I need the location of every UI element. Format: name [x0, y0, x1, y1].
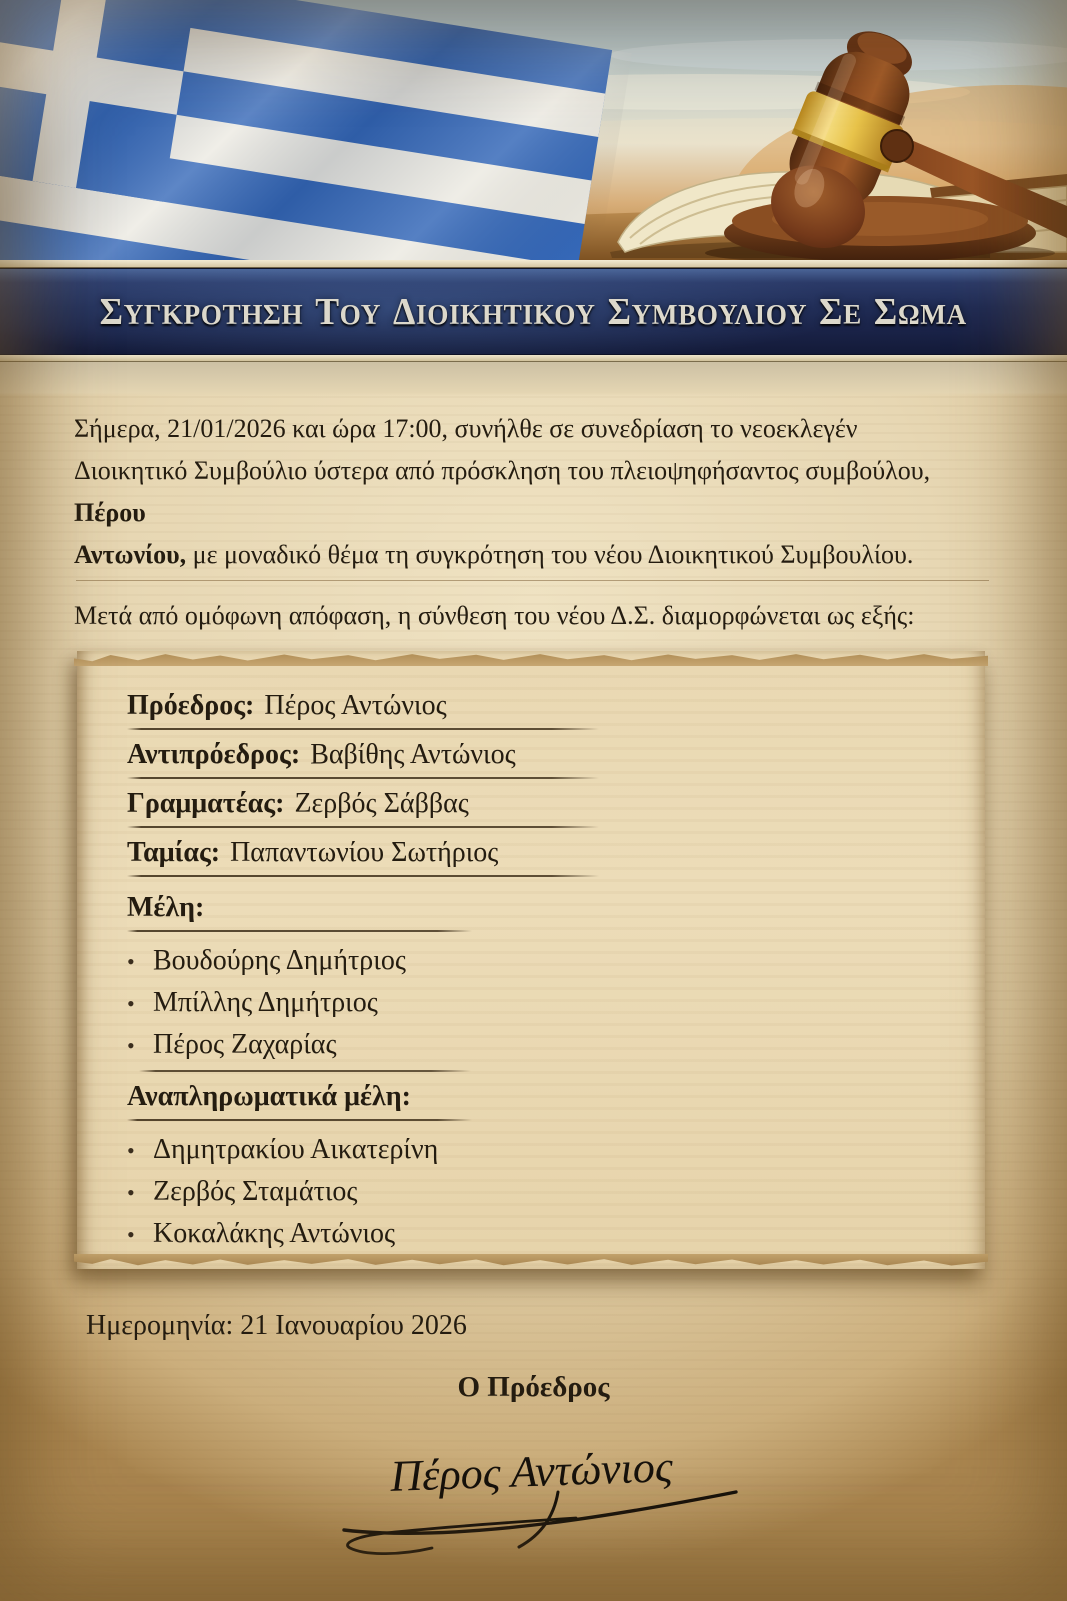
greek-flag-icon [0, 0, 632, 260]
role-name: Ζερβός Σάββας [294, 788, 469, 819]
member-name: Κοκαλάκης Αντώνιος [153, 1218, 396, 1249]
role-label: Ταμίας: [127, 837, 221, 868]
panel-torn-edge-bottom [74, 1254, 988, 1271]
panel-torn-edge-top [74, 649, 988, 666]
alternates-list [127, 1129, 951, 1255]
member-name: Βουδούρης Δημήτριος [153, 945, 406, 976]
members-list [127, 940, 951, 1066]
intro-paragraph [74, 408, 993, 576]
page-title: ΣΥΓΚΡΟΤΗΣΗ ΤΟΥ ΔΙΟΙΚΗΤΙΚΟΥ ΣΥΜΒΟΥΛΙΟΥ ΣΕ ΣΩΜΑ [99, 290, 968, 333]
underline [127, 1119, 472, 1121]
underline [127, 930, 472, 932]
role-row-treasurer [127, 836, 951, 870]
member-name: Πέρος Ζαχαρίας [153, 1029, 337, 1060]
signature [314, 1434, 754, 1556]
highlight-name: Αντωνίου, [74, 540, 187, 569]
separator-rule [76, 580, 989, 581]
underline [127, 777, 599, 779]
signer-title: Ο Πρόεδρος [457, 1371, 610, 1403]
list-item [127, 1213, 951, 1255]
section-divider [139, 1070, 471, 1072]
board-panel [77, 651, 985, 1269]
role-row-president [127, 689, 951, 723]
bullet-icon: • [127, 991, 135, 1016]
intro-line-2: Διοικητικό Συμβούλιο ύστερα από πρόσκληση του πλειοψηφήσαντος συμβούλου, Πέρου [74, 456, 931, 527]
banner-fade [0, 362, 1067, 396]
underline [127, 826, 599, 828]
list-item [127, 1024, 951, 1066]
banner-bottom-trim [0, 355, 1067, 362]
bullet-icon: • [127, 1033, 135, 1058]
intro-line-3: Αντωνίου, με μοναδικό θέμα τη συγκρότηση του νέου Διοικητικού Συμβουλίου. [74, 540, 914, 569]
list-item [127, 940, 951, 982]
intro-line-1: Σήμερα, 21/01/2026 και ώρα 17:00, συνήλθε σε συνεδρίαση το νεοεκλεγέν [74, 414, 858, 443]
underline [127, 728, 599, 730]
banner-top-trim [0, 260, 1067, 268]
signature-block [74, 1434, 993, 1561]
member-name: Δημητρακίου Αικατερίνη [153, 1134, 439, 1165]
role-row-vice-president [127, 738, 951, 772]
role-label: Πρόεδρος: [127, 690, 255, 721]
underline [127, 875, 599, 877]
members-heading: Μέλη: [127, 892, 205, 923]
role-label: Αντιπρόεδρος: [127, 739, 301, 770]
document-body [0, 408, 1067, 1561]
list-item [127, 1171, 951, 1213]
role-name: Πέρος Αντώνιος [264, 690, 447, 721]
member-name: Ζερβός Σταμάτιος [153, 1176, 358, 1207]
title-banner [0, 268, 1067, 355]
list-item [127, 982, 951, 1024]
bullet-icon: • [127, 1138, 135, 1163]
role-name: Παπαντωνίου Σωτήριος [230, 837, 499, 868]
bullet-icon: • [127, 1180, 135, 1205]
hero-illustration [0, 0, 1067, 260]
date-line: Ημερομηνία: 21 Ιανουαρίου 2026 [86, 1310, 467, 1341]
signature-name: Πέρος Αντώνιος [389, 1442, 673, 1501]
role-label: Γραμματέας: [127, 788, 285, 819]
member-name: Μπίλλης Δημήτριος [153, 987, 378, 1018]
decision-line: Μετά από ομόφωνη απόφαση, η σύνθεση του νέου Δ.Σ. διαμορφώνεται ως εξής: [74, 601, 915, 630]
bullet-icon: • [127, 1222, 135, 1247]
bullet-icon: • [127, 949, 135, 974]
hero-artwork [0, 0, 1067, 260]
role-name: Βαβίθης Αντώνιος [310, 739, 516, 770]
list-item [127, 1129, 951, 1171]
highlight-name: Πέρου [74, 498, 146, 527]
role-row-secretary [127, 787, 951, 821]
alternates-heading: Αναπληρωματικά μέλη: [127, 1081, 411, 1112]
